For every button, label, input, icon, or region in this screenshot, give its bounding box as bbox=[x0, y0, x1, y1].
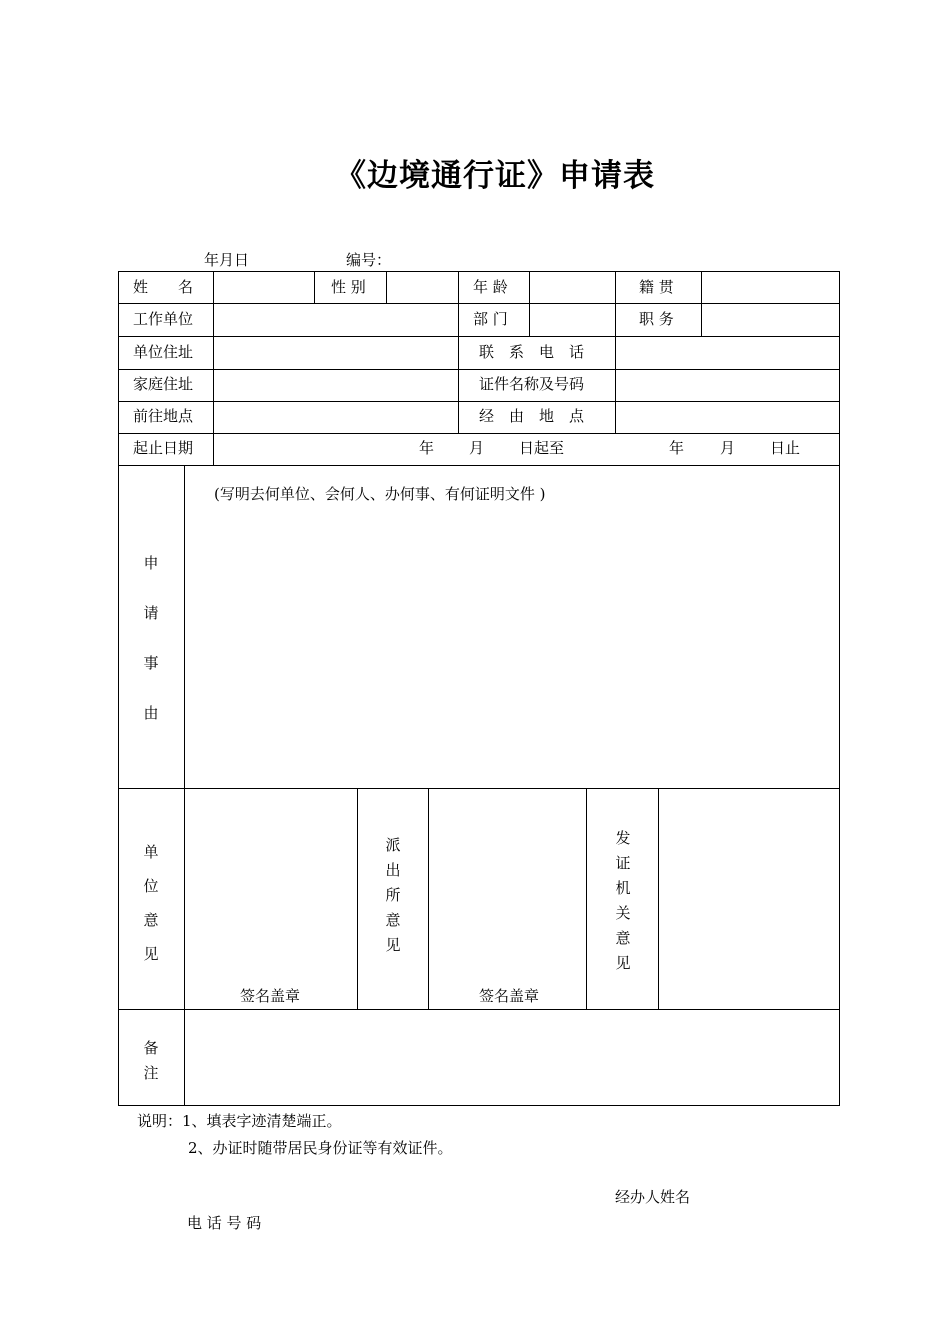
handler-name-label: 经办人姓名 bbox=[615, 1188, 691, 1206]
reason-hint: (写明去何单位、会何人、办何事、有何证明文件 ) bbox=[214, 485, 546, 503]
via-field[interactable] bbox=[617, 402, 838, 433]
unit-opinion-field[interactable] bbox=[186, 790, 356, 980]
end-year-label: 年 bbox=[669, 439, 685, 457]
reason-field[interactable] bbox=[186, 510, 838, 787]
department-label: 部 门 bbox=[473, 310, 508, 328]
name-label: 姓 名 bbox=[133, 278, 194, 296]
contact-phone-label: 联 系 电 话 bbox=[479, 343, 585, 361]
police-signature-label: 签名盖章 bbox=[479, 987, 540, 1005]
start-year-label: 年 bbox=[419, 439, 435, 457]
unit-opinion-label: 单 位 意 见 bbox=[143, 843, 159, 963]
gender-field[interactable] bbox=[388, 272, 457, 303]
via-label: 经 由 地 点 bbox=[479, 407, 585, 425]
page-title: 《边境通行证》申请表 bbox=[335, 158, 655, 194]
employer-address-field[interactable] bbox=[215, 337, 457, 369]
destination-field[interactable] bbox=[215, 402, 457, 433]
gender-label: 性 别 bbox=[331, 278, 366, 296]
id-document-label: 证件名称及号码 bbox=[479, 375, 585, 393]
age-label: 年 龄 bbox=[473, 278, 508, 296]
home-address-field[interactable] bbox=[215, 370, 457, 401]
issuer-opinion-label: 发 证 机 关 意 见 bbox=[615, 829, 631, 972]
remarks-field[interactable] bbox=[186, 1011, 838, 1104]
department-field[interactable] bbox=[531, 304, 614, 336]
position-label: 职 务 bbox=[639, 310, 674, 328]
destination-label: 前往地点 bbox=[133, 407, 194, 425]
position-field[interactable] bbox=[703, 304, 838, 336]
employer-address-label: 单位住址 bbox=[133, 343, 194, 361]
age-field[interactable] bbox=[531, 272, 614, 303]
name-field[interactable] bbox=[215, 272, 313, 303]
phone-label: 电 话 号 码 bbox=[187, 1214, 262, 1232]
date-range-label: 起止日期 bbox=[133, 439, 194, 457]
number-label: 编号： bbox=[346, 251, 392, 269]
note-line-1: 说明：1、填表字迹清楚端正。 bbox=[137, 1112, 342, 1130]
contact-phone-field[interactable] bbox=[617, 337, 838, 369]
note-line-2: 2、办证时随带居民身份证等有效证件。 bbox=[188, 1139, 453, 1157]
police-opinion-field[interactable] bbox=[430, 790, 585, 980]
end-day-label: 日止 bbox=[770, 439, 801, 457]
issuer-opinion-field[interactable] bbox=[660, 790, 838, 1008]
start-day-label: 日起至 bbox=[519, 439, 565, 457]
remarks-label: 备 注 bbox=[143, 1039, 159, 1082]
native-place-label: 籍 贯 bbox=[639, 278, 674, 296]
reason-label: 申 请 事 由 bbox=[143, 554, 159, 722]
end-month-label: 月 bbox=[720, 439, 736, 457]
date-label: 年月日 bbox=[204, 251, 250, 269]
unit-signature-label: 签名盖章 bbox=[240, 987, 301, 1005]
police-opinion-label: 派 出 所 意 见 bbox=[385, 836, 401, 954]
employer-label: 工作单位 bbox=[133, 310, 194, 328]
start-month-label: 月 bbox=[469, 439, 485, 457]
native-place-field[interactable] bbox=[703, 272, 838, 303]
id-document-field[interactable] bbox=[617, 370, 838, 401]
employer-field[interactable] bbox=[215, 304, 457, 336]
home-address-label: 家庭住址 bbox=[133, 375, 194, 393]
